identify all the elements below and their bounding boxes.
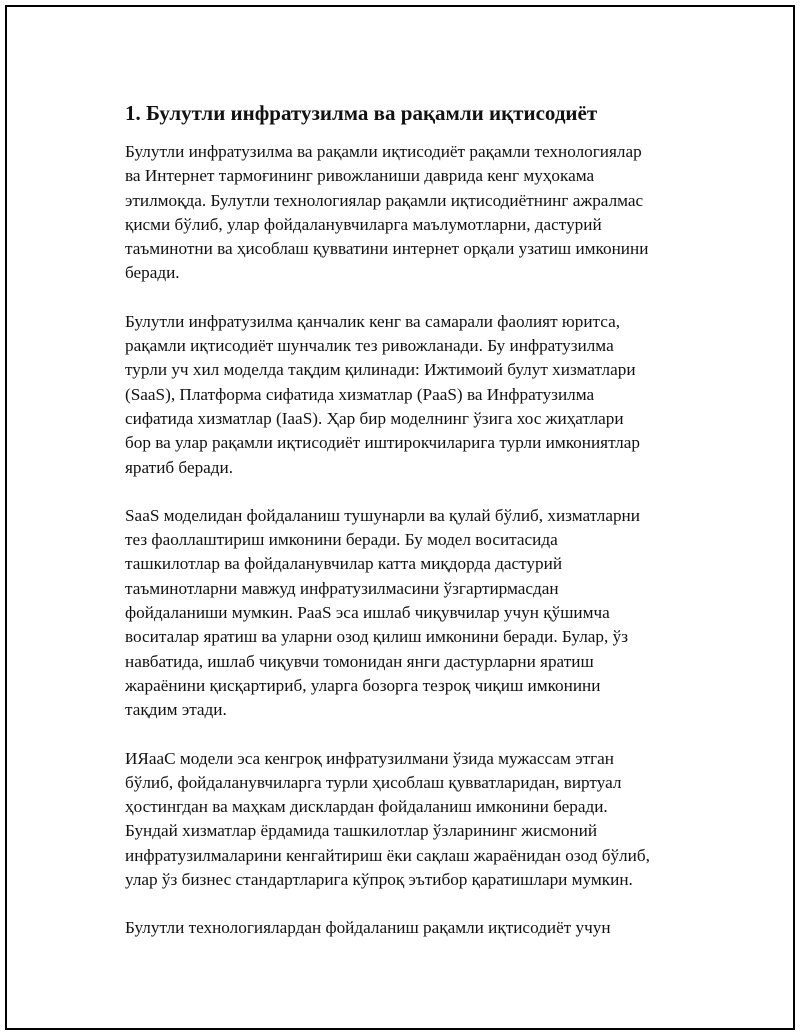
paragraph-line: улар ўз бизнес стандартларига кўпроқ эътибор қаратишлари мумкин.	[125, 870, 633, 890]
paragraph-line: рақамли иқтисодиёт шунчалик тез ривожланади. Бу инфратузилма	[125, 336, 614, 356]
paragraph-line: ҳостингдан ва маҳкам дисклардан фойдаланиш имконини беради.	[125, 797, 608, 817]
paragraph-line: Бундай хизматлар ёрдамида ташкилотлар ўзларининг жисмоний	[125, 821, 598, 841]
paragraph-line: навбатида, ишлаб чиқувчи томонидан янги дастурларни яратиш	[125, 651, 594, 671]
paragraph-line: воситалар яратиш ва уларни озод қилиш имконини беради. Булар, ўз	[125, 627, 628, 647]
paragraph	[125, 140, 700, 286]
paragraph-line: фойдаланиши мумкин. PaaS эса ишлаб чиқувчилар учун қўшимча	[125, 603, 610, 623]
paragraph-line: SaaS моделидан фойдаланиш тушунарли ва қулай бўлиб, хизматларни	[125, 505, 640, 525]
paragraph-line: ИЯааС модели эса кенгроқ инфратузилмани ўзида мужассам этган	[125, 748, 614, 768]
page-frame	[5, 5, 795, 1030]
paragraph-line: Булутли инфратузилма ва рақамли иқтисодиёт рақамли технологиялар	[125, 142, 642, 161]
paragraph-line: таъминотларни мавжуд инфратузилмасини ўзгартирмасдан	[125, 578, 559, 598]
paragraph-line: жараёнини қисқартириб, уларга бозорга тезроқ чиқиш имконини	[125, 675, 601, 695]
paragraph	[125, 310, 700, 480]
paragraph-line: яратиб беради.	[125, 457, 234, 477]
section-heading: 1. Булутли инфратузилма ва рақамли иқтисодиёт	[125, 101, 598, 125]
paragraph-line: Булутли технологиялардан фойдаланиш рақамли иқтисодиёт учун	[125, 918, 611, 938]
paragraph-line: таъминотни ва ҳисоблаш қувватини интернет орқали узатиш имконини	[125, 239, 649, 259]
paragraph	[125, 504, 700, 723]
paragraph-line: қисми бўлиб, улар фойдаланувчиларга маълумотларни, дастурий	[125, 214, 602, 234]
paragraph-line: сифатида хизматлар (IaaS). Ҳар бир моделнинг ўзига хос жиҳатлари	[125, 408, 624, 428]
paragraph-line: бор ва улар рақамли иқтисодиёт иштирокчиларига турли имкониятлар	[125, 433, 640, 453]
paragraph-line: инфратузилмаларини кенгайтириш ёки сақлаш жараёнидан озод бўлиб,	[125, 845, 650, 865]
document-body	[125, 99, 700, 965]
paragraph-line: беради.	[125, 263, 180, 283]
paragraph-line: этилмоқда. Булутли технологиялар рақамли иқтисодиётнинг ажралмас	[125, 190, 644, 210]
paragraph-line: бўлиб, фойдаланувчиларга турли ҳисоблаш қувватларидан, виртуал	[125, 772, 622, 792]
paragraph	[125, 916, 700, 940]
paragraph-line: (SaaS), Платформа сифатида хизматлар (PaaS) ва Инфратузилма	[125, 384, 595, 404]
paragraph	[125, 747, 700, 893]
paragraph-line: ташкилотлар ва фойдаланувчилар катта миқдорда дастурий	[125, 554, 563, 574]
paragraph-line: турли уч хил моделда тақдим қилинади: Ижтимоий булут хизматлари	[125, 360, 636, 380]
paragraph-line: ва Интернет тармоғининг ривожланиши даврида кенг муҳокама	[125, 166, 595, 186]
paragraph-line: тез фаоллаштириш имконини беради. Бу модел воситасида	[125, 530, 558, 550]
paragraphs-container	[125, 140, 700, 941]
paragraph-line: Булутли инфратузилма қанчалик кенг ва самарали фаолият юритса,	[125, 311, 621, 331]
paragraph-line: тақдим этади.	[125, 700, 227, 720]
